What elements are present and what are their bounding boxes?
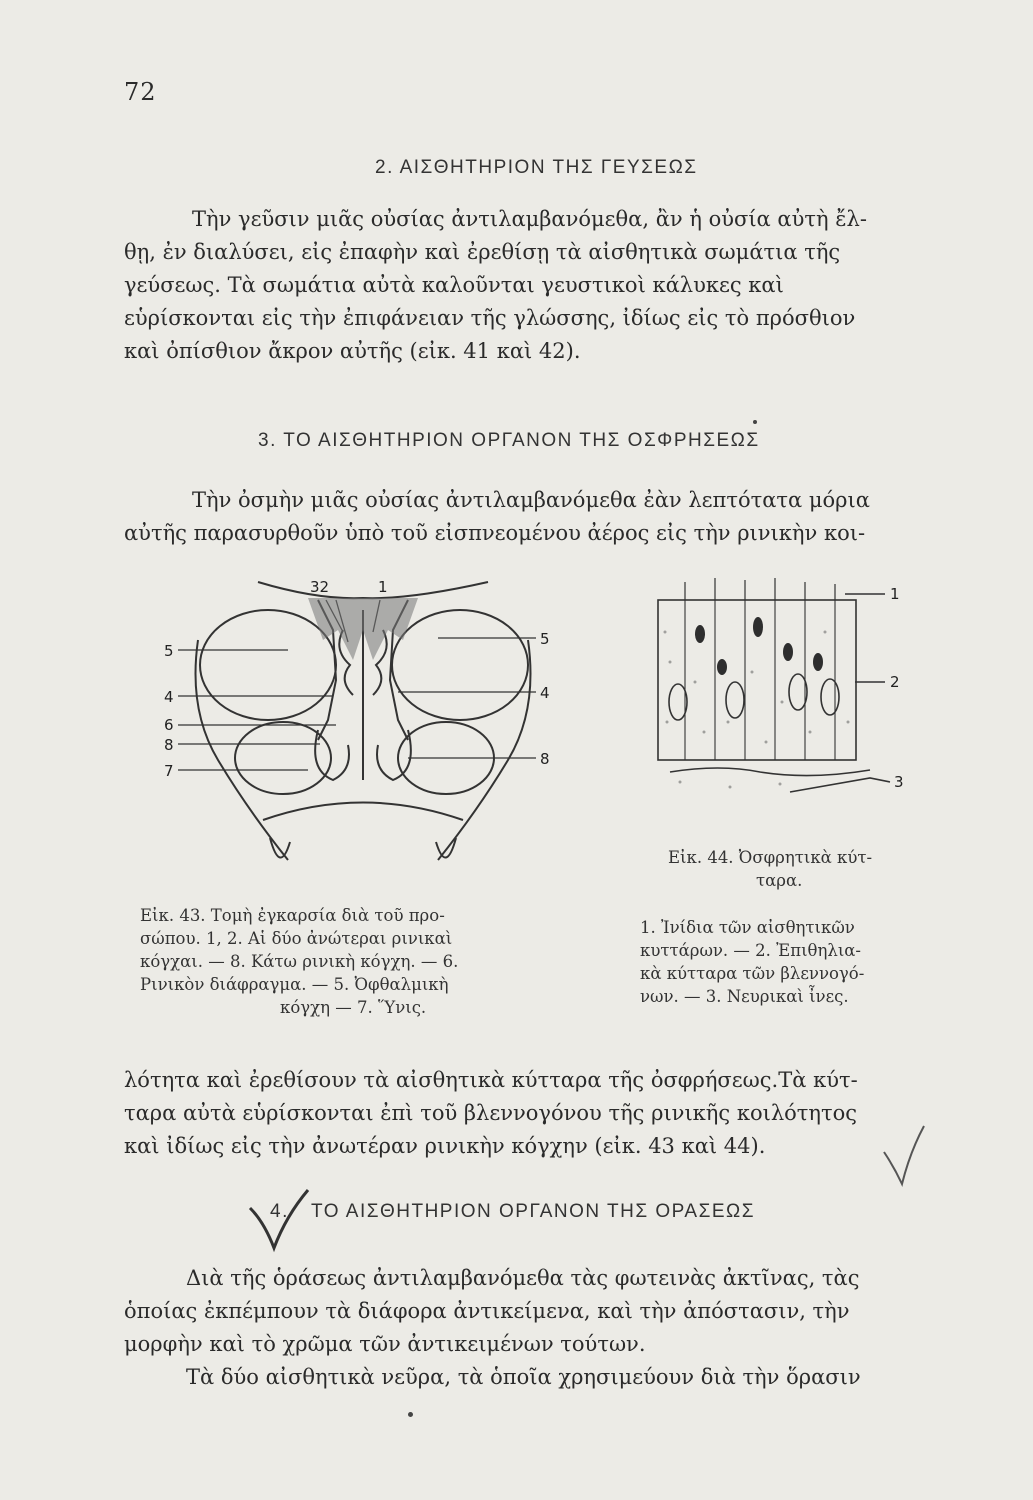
fig44-label-1: 1 [890, 585, 900, 603]
text-line: εὑρίσκονται εἰς τὴν ἐπιφάνειαν τῆς γλώσσης, ἰδίως εἰς τὸ πρόσθιον [124, 306, 856, 330]
text-line: γεύσεως. Τὰ σωμάτια αὐτὰ καλοῦνται γευστικοὶ κάλυκες καὶ [124, 273, 784, 297]
text-line: Τὴν ὀσμὴν μιᾶς οὐσίας ἀντιλαμβανόμεθα ἐὰν λεπτότατα μόρια [192, 488, 870, 512]
fig43-label-left-4: 4 [164, 688, 174, 706]
paragraph-smell-start [124, 484, 986, 550]
text-line: Τὰ δύο αἰσθητικὰ νεῦρα, τὰ ὁποῖα χρησιμεύουν διὰ τὴν ὅρασιν [186, 1365, 861, 1389]
ink-dot [408, 1412, 413, 1417]
caption-line: κόγχαι. — 8. Κάτω ρινικὴ κόγχη. — 6. [140, 952, 459, 971]
checkmark-icon [880, 1122, 930, 1192]
fig43-label-right-8: 8 [540, 750, 550, 768]
figure-44-caption [640, 916, 960, 1008]
fig44-label-3: 3 [894, 773, 904, 791]
text-line: ταρα αὐτὰ εὑρίσκονται ἐπὶ τοῦ βλεννογόνου τῆς ρινικῆς κοιλότητος [124, 1101, 857, 1125]
figure-44-olfactory-cells [640, 572, 920, 822]
fig43-label-1: 1 [378, 578, 388, 596]
caption-line: κυττάρων. — 2. Ἐπιθηλια- [640, 941, 862, 960]
text-line: ὁποίας ἐκπέμπουν τὰ διάφορα ἀντικείμενα, καὶ τὴν ἀπόστασιν, τὴν [124, 1299, 850, 1323]
text-line: θῃ, ἐν διαλύσει, εἰς ἐπαφὴν καὶ ἐρεθίσῃ τὰ αἰσθητικὰ σωμάτια τῆς [124, 240, 841, 264]
caption-line: Εἰκ. 43. Τομὴ ἐγκαρσία διὰ τοῦ προ- [140, 906, 445, 925]
caption-line: σώπου. 1, 2. Αἱ δύο ἀνώτεραι ρινικαὶ [140, 929, 453, 948]
fig43-label-right-4: 4 [540, 684, 550, 702]
figure-43-face-section [158, 570, 568, 890]
fig43-label-left-7: 7 [164, 762, 174, 780]
paragraph-vision [124, 1262, 986, 1394]
text-line: καὶ ἰδίως εἰς τὴν ἀνωτέραν ρινικὴν κόγχην (εἰκ. 43 καὶ 44). [124, 1134, 766, 1158]
paragraph-taste [124, 203, 986, 368]
text-line: λότητα καὶ ἐρεθίσουν τὰ αἰσθητικὰ κύτταρα τῆς ὀσφρήσεως.Τὰ κύτ- [124, 1068, 858, 1092]
fig43-label-32: 32 [310, 578, 330, 596]
figure-43-caption [140, 904, 580, 1019]
ink-dot [753, 420, 757, 424]
fig44-label-2: 2 [890, 673, 900, 691]
section-heading-smell: 3. ΤΟ ΑΙΣΘΗΤΗΡΙΟΝ ΟΡΓΑΝΟΝ ΤΗΣ ΟΣΦΡΗΣΕΩΣ [258, 430, 760, 451]
caption-line: νων. — 3. Νευρικαὶ ἶνες. [640, 987, 849, 1006]
caption-line: 1. Ἰνίδια τῶν αἰσθητικῶν [640, 918, 855, 937]
text-line: Τὴν γεῦσιν μιᾶς οὐσίας ἀντιλαμβανόμεθα, ἂν ἡ οὐσία αὐτὴ ἔλ- [192, 207, 867, 231]
caption-line: κὰ κύτταρα τῶν βλεννογό- [640, 964, 865, 983]
figure-44-caption-title [668, 846, 968, 892]
caption-line: ταρα. [756, 871, 803, 890]
section-number-vision: 4. [270, 1201, 289, 1222]
text-line: μορφὴν καὶ τὸ χρῶμα τῶν ἀντικειμένων τούτων. [124, 1332, 646, 1356]
section-heading-vision: ΤΟ ΑΙΣΘΗΤΗΡΙΟΝ ΟΡΓΑΝΟΝ ΤΗΣ ΟΡΑΣΕΩΣ [311, 1201, 755, 1222]
fig43-label-left-8: 8 [164, 736, 174, 754]
paragraph-smell-end [124, 1064, 986, 1163]
text-line: αὐτῆς παρασυρθοῦν ὑπὸ τοῦ εἰσπνεομένου ἀέρος εἰς τὴν ρινικὴν κοι- [124, 521, 866, 545]
text-line: καὶ ὀπίσθιον ἄκρον αὐτῆς (εἰκ. 41 καὶ 42). [124, 339, 581, 363]
page-number: 72 [124, 78, 157, 106]
text-line: Διὰ τῆς ὁράσεως ἀντιλαμβανόμεθα τὰς φωτεινὰς ἀκτῖνας, τὰς [186, 1266, 860, 1290]
caption-line: Ρινικὸν διάφραγμα. — 5. Ὀφθαλμικὴ [140, 975, 449, 994]
caption-line: Εἰκ. 44. Ὀσφρητικὰ κύτ- [668, 848, 873, 867]
fig43-label-left-6: 6 [164, 716, 174, 734]
caption-line: κόγχη — 7. Ὕνις. [280, 998, 427, 1017]
fig43-label-left-5: 5 [164, 642, 174, 660]
fig43-label-right-5: 5 [540, 630, 550, 648]
section-heading-taste: 2. ΑΙΣΘΗΤΗΡΙΟΝ ΤΗΣ ΓΕΥΣΕΩΣ [375, 157, 698, 178]
